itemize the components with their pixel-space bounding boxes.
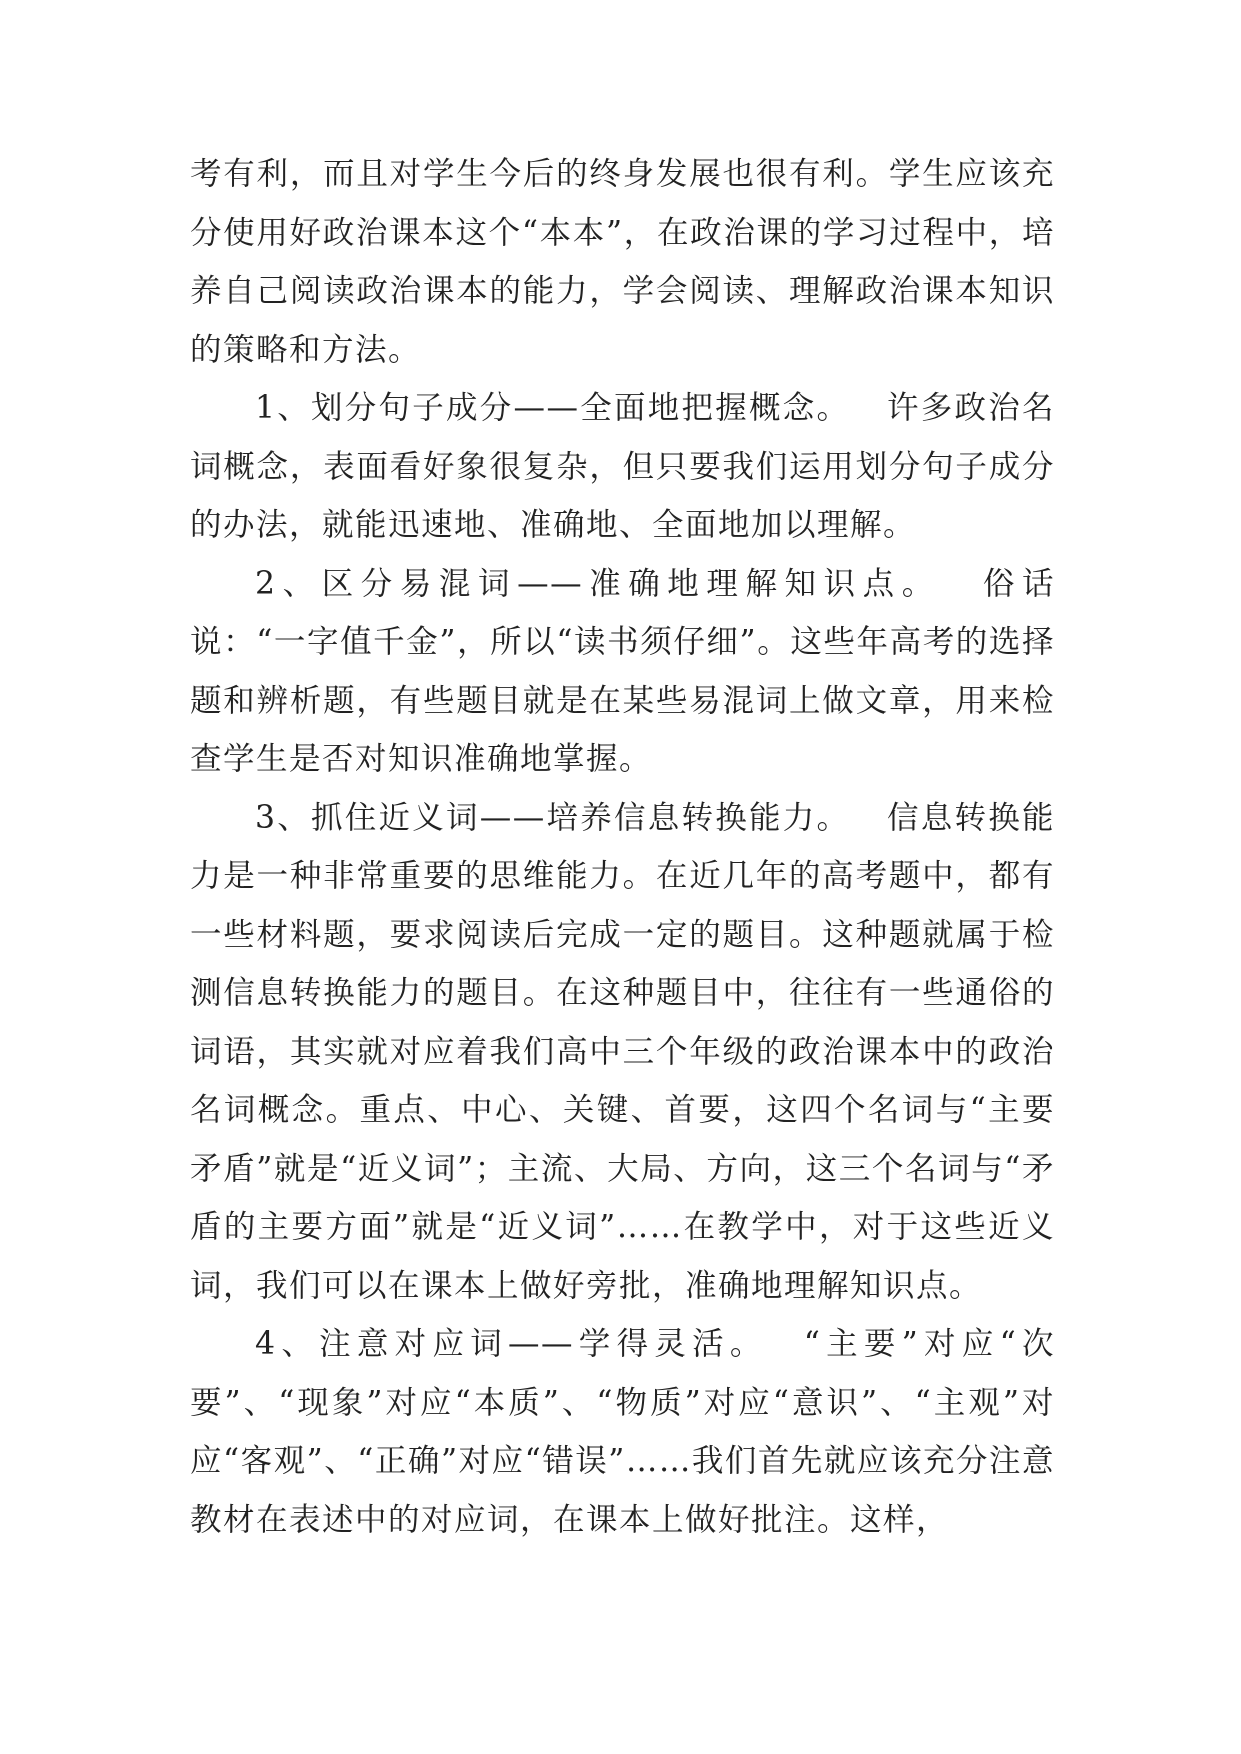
point-heading-1: 1、划分句子成分——全面地把握概念。 <box>255 390 851 426</box>
point-paragraph-1 <box>190 379 1055 555</box>
point-heading-3: 3、抓住近义词——培养信息转换能力。 <box>255 799 851 836</box>
intro-paragraph: 考有利，而且对学生今后的终身发展也很有利。学生应该充分使用好政治课本这个“本本”，在政治课的学习过程中，培养自己阅读政治课本的能力，学会阅读、理解政治课本知识的策略和方法。 <box>190 156 1055 368</box>
document-page <box>190 145 1055 1549</box>
point-body-1: 许多政治名词概念，表面看好象很复杂，但只要我们运用划分句子成分的办法，就能迅速地、准确地、全面地加以理解。 <box>190 390 1055 543</box>
point-heading-2: 2、区分易混词——准确地理解知识点。 <box>255 565 941 602</box>
point-body-4: “主要”对应“次要”、“现象”对应“本质”、“物质”对应“意识”、“主观”对应“客观”、“正确”对应“错误”……我们首先就应该充分注意教材在表述中的对应词，在课本上做好批注。这样， <box>190 1326 1056 1538</box>
point-body-2: 俗话说：“一字值千金”，所以“读书须仔细”。这些年高考的选择题和辨析题，有些题目就是在某些易混词上做文章，用来检查学生是否对知识准确地掌握。 <box>190 565 1055 777</box>
point-paragraph-4 <box>190 1315 1055 1549</box>
point-heading-4: 4、注意对应词——学得灵活。 <box>255 1326 768 1362</box>
point-body-3: 信息转换能力是一种非常重要的思维能力。在近几年的高考题中，都有一些材料题，要求阅读后完成一定的题目。这种题就属于检测信息转换能力的题目。在这种题目中，往往有一些通俗的词语，其实就对应着我们高中三个年级的政治课本中的政治名词概念。重点、中心、关键、首要，这四个名词与“主要矛盾”就是“近义词”；主流、大局、方向，这三个名词与“矛盾的主要方面”就是“近义词”……在教学中，对于这些近义词，我们可以在课本上做好旁批，准确地理解知识点。 <box>190 799 1055 1304</box>
point-paragraph-2 <box>190 555 1055 789</box>
point-paragraph-3 <box>190 789 1055 1316</box>
